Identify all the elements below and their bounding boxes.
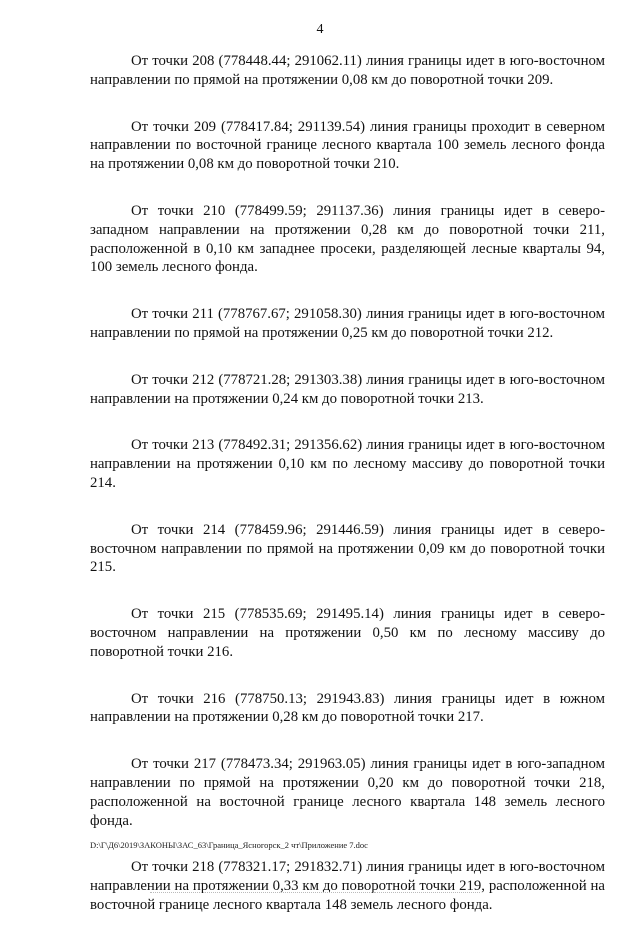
paragraph: От точки 209 (778417.84; 291139.54) линия границы проходит в северном направлении по восточной границе лесного квартала 100 земель лесного фонда на протяжении 0,08 км до поворотной точки 210.	[90, 118, 605, 173]
page-number: 4	[316, 22, 324, 37]
paragraph: От точки 208 (778448.44; 291062.11) линия границы идет в юго-восточном направлении по прямой на протяжении 0,08 км до поворотной точки 209.	[90, 53, 605, 88]
footer-file-path: D:\Г\Д6\2019\ЗАКОНЫ\ЗАС_63\Граница_Ясногорск_2 чт\Приложение 7.doc	[90, 840, 368, 850]
paragraph: От точки 214 (778459.96; 291446.59) линия границы идет в северо-восточном направлении по прямой на протяжении 0,09 км до поворотной точки 215.	[90, 521, 605, 576]
paragraph: От точки 217 (778473.34; 291963.05) линия границы идет в юго-западном направлении по прямой на протяжении 0,20 км до поворотной точки 218, расположенной на восточной границе лесного квартала 148 земель лесного фонда.	[90, 756, 605, 829]
paragraph: От точки 215 (778535.69; 291495.14) линия границы идет в северо-восточном направлении на протяжении 0,50 км по лесному массиву до поворотной точки 216.	[90, 606, 605, 660]
paragraph: От точки 211 (778767.67; 291058.30) линия границы идет в юго-восточном направлении по прямой на протяжении 0,25 км до поворотной точки 212.	[90, 306, 605, 341]
paragraph: От точки 216 (778750.13; 291943.83) линия границы идет в южном направлении на протяжении 0,28 км до поворотной точки 217.	[90, 690, 605, 726]
paragraph: От точки 210 (778499.59; 291137.36) линия границы идет в северо-западном направлении на протяжении 0,28 км до поворотной точки 211, расположенной в 0,10 км западнее просеки, разделяющей лесные кварталы 94, 100 земель лесного фонда.	[90, 202, 605, 276]
document-body	[90, 52, 605, 943]
scan-artifact-line	[150, 892, 480, 895]
paragraph: От точки 213 (778492.31; 291356.62) линия границы идет в юго-восточном направлении на протяжении 0,10 км по лесному массиву до поворотной точки 214.	[90, 437, 605, 491]
paragraph: От точки 212 (778721.28; 291303.38) линия границы идет в юго-восточном направлении на протяжении 0,24 км до поворотной точки 213.	[90, 371, 605, 407]
paragraph: От точки 218 (778321.17; 291832.71) линия границы идет в юго-восточном направлении на протяжении 0,33 км до поворотной точки 219, расположенной на восточной границе лесного квартала 148 земель лесного фонда.	[90, 859, 605, 913]
